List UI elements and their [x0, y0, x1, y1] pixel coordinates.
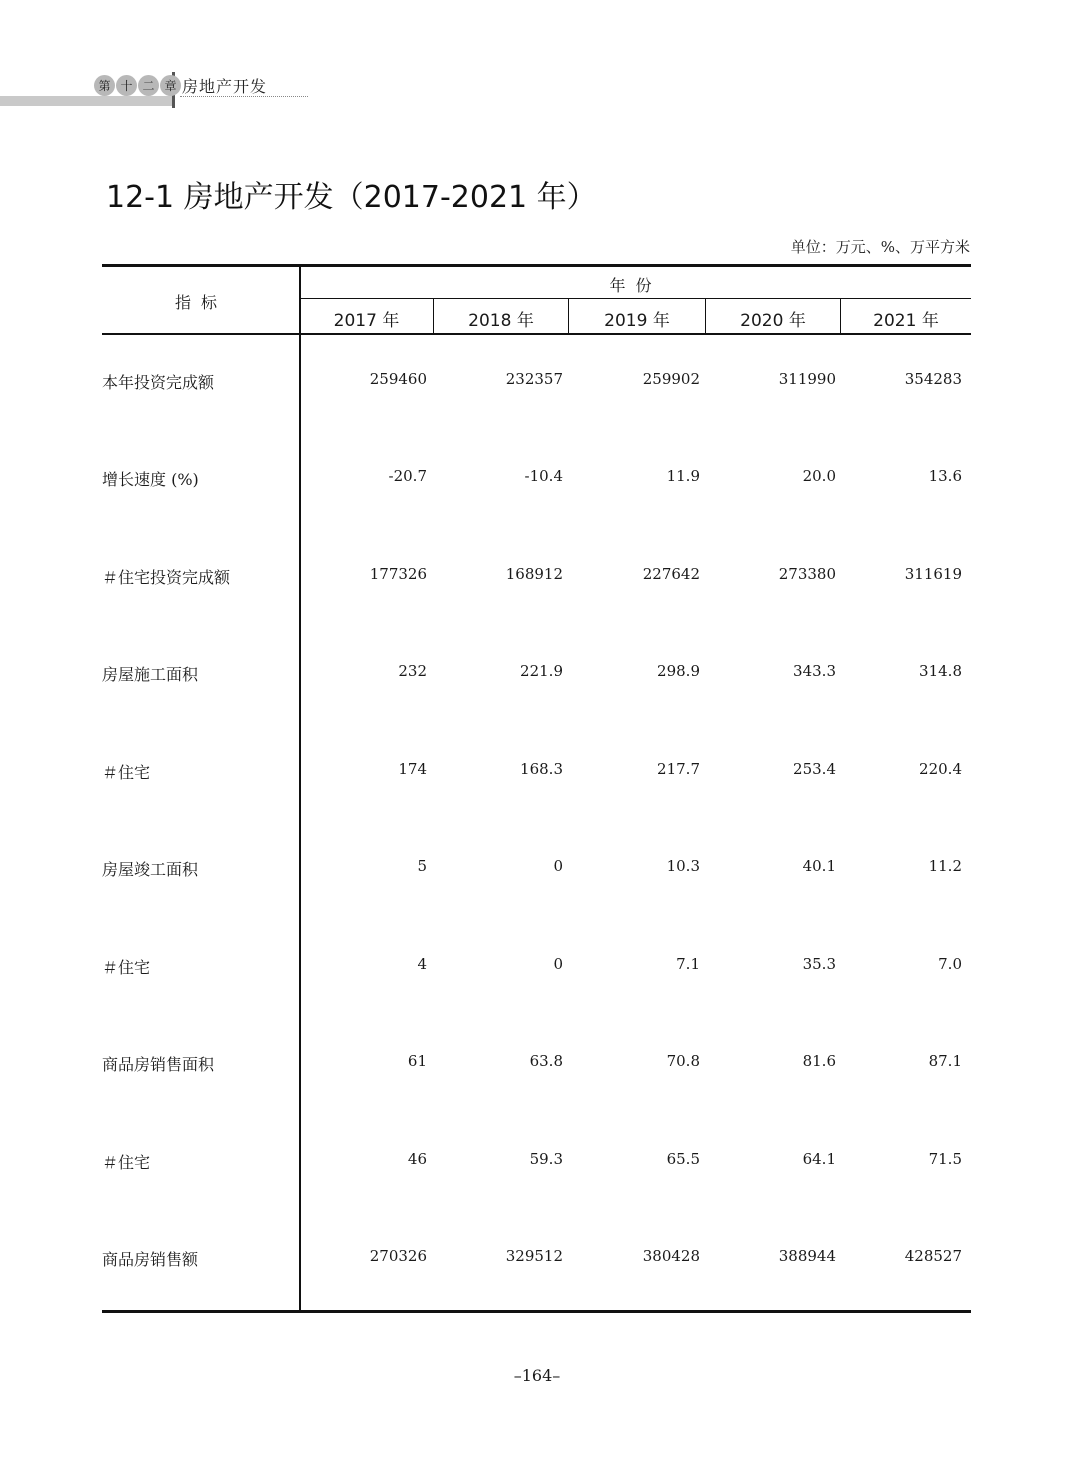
table-cell: 221.9 [520, 662, 563, 680]
table-cell: 343.3 [793, 662, 836, 680]
table-cell: -10.4 [524, 467, 563, 485]
table-cell: 270326 [369, 1247, 427, 1265]
table-cell: 232 [398, 662, 427, 680]
row-label: 房屋施工面积 [102, 665, 199, 684]
table-row [102, 370, 971, 396]
table-cell: 7.0 [938, 955, 962, 973]
table-cell: 232357 [505, 370, 563, 388]
row-label: 商品房销售面积 [102, 1055, 215, 1074]
row-label: 商品房销售额 [102, 1250, 199, 1269]
table-cell: 259460 [369, 370, 427, 388]
table-row [102, 857, 971, 883]
table-cell: 314.8 [919, 662, 962, 680]
year-header: 2019 年 [604, 311, 670, 331]
table-row [102, 1247, 971, 1273]
chapter-char: 章 [160, 75, 181, 96]
unit-note: 单位：万元、%、万平方米 [790, 238, 970, 256]
table-cell: 311619 [904, 565, 962, 583]
indicator-header: 指标 [174, 293, 227, 312]
year-header: 2021 年 [873, 311, 939, 331]
table-cell: 354283 [904, 370, 962, 388]
table-cell: -20.7 [388, 467, 427, 485]
table-cell: 428527 [904, 1247, 962, 1265]
table-cell: 13.6 [928, 467, 962, 485]
table-cell: 11.2 [928, 857, 962, 875]
year-header: 2018 年 [468, 311, 534, 331]
table-cell: 168.3 [520, 760, 563, 778]
table-cell: 259902 [642, 370, 700, 388]
table-cell: 10.3 [666, 857, 700, 875]
table-cell: 177326 [369, 565, 427, 583]
table-cell: 388944 [778, 1247, 836, 1265]
table-cell: 5 [417, 857, 427, 875]
year-group-rule [300, 298, 971, 299]
table-row [102, 955, 971, 981]
table-cell: 46 [407, 1150, 427, 1168]
table-bottom-rule [102, 1310, 971, 1313]
table-cell: 64.1 [802, 1150, 836, 1168]
table-cell: 20.0 [802, 467, 836, 485]
table-cell: 168912 [505, 565, 563, 583]
chapter-badge [94, 75, 181, 96]
table-cell: 7.1 [676, 955, 700, 973]
table-row [102, 1052, 971, 1078]
table-cell: 65.5 [666, 1150, 700, 1168]
chapter-char: 十 [116, 75, 137, 96]
row-label: ＃住宅 [102, 958, 151, 977]
chapter-char: 二 [138, 75, 159, 96]
table-row [102, 467, 971, 493]
table-row [102, 1150, 971, 1176]
table-cell: 311990 [778, 370, 836, 388]
table-row [102, 565, 971, 591]
table-cell: 4 [417, 955, 427, 973]
table-cell: 0 [553, 857, 563, 875]
table-row [102, 662, 971, 688]
row-label: 房屋竣工面积 [102, 860, 199, 879]
table-cell: 220.4 [919, 760, 962, 778]
table-cell: 59.3 [529, 1150, 563, 1168]
table-cell: 61 [407, 1052, 427, 1070]
table-cell: 40.1 [802, 857, 836, 875]
row-label: ＃住宅投资完成额 [102, 568, 231, 587]
table-cell: 273380 [778, 565, 836, 583]
page-title: 12-1 房地产开发（2017-2021 年） [106, 180, 597, 215]
row-label: ＃住宅 [102, 1153, 151, 1172]
table-cell: 329512 [505, 1247, 563, 1265]
year-header: 2017 年 [333, 311, 400, 331]
row-label: ＃住宅 [102, 763, 151, 782]
table-cell: 217.7 [657, 760, 700, 778]
table-cell: 227642 [642, 565, 700, 583]
chapter-char: 第 [94, 75, 115, 96]
table-cell: 298.9 [657, 662, 700, 680]
table-cell: 174 [398, 760, 427, 778]
table-top-rule [102, 264, 971, 267]
table-row [102, 760, 971, 786]
row-label: 增长速度 (%) [102, 470, 199, 489]
table-cell: 11.9 [666, 467, 700, 485]
table-cell: 81.6 [802, 1052, 836, 1070]
row-label: 本年投资完成额 [102, 373, 215, 392]
table-cell: 70.8 [666, 1052, 700, 1070]
page-number: –164– [513, 1366, 561, 1385]
year-group-header: 年份 [609, 276, 662, 295]
table-cell: 35.3 [802, 955, 836, 973]
section-name: 房地产开发 [182, 77, 268, 96]
table-cell: 71.5 [928, 1150, 962, 1168]
table-cell: 87.1 [928, 1052, 962, 1070]
table-cell: 0 [553, 955, 563, 973]
table-cell: 380428 [642, 1247, 700, 1265]
header-dotted-rule [180, 96, 308, 97]
table-cell: 253.4 [793, 760, 836, 778]
header-gray-bar [0, 96, 172, 106]
table-cell: 63.8 [529, 1052, 563, 1070]
year-header: 2020 年 [740, 311, 806, 331]
